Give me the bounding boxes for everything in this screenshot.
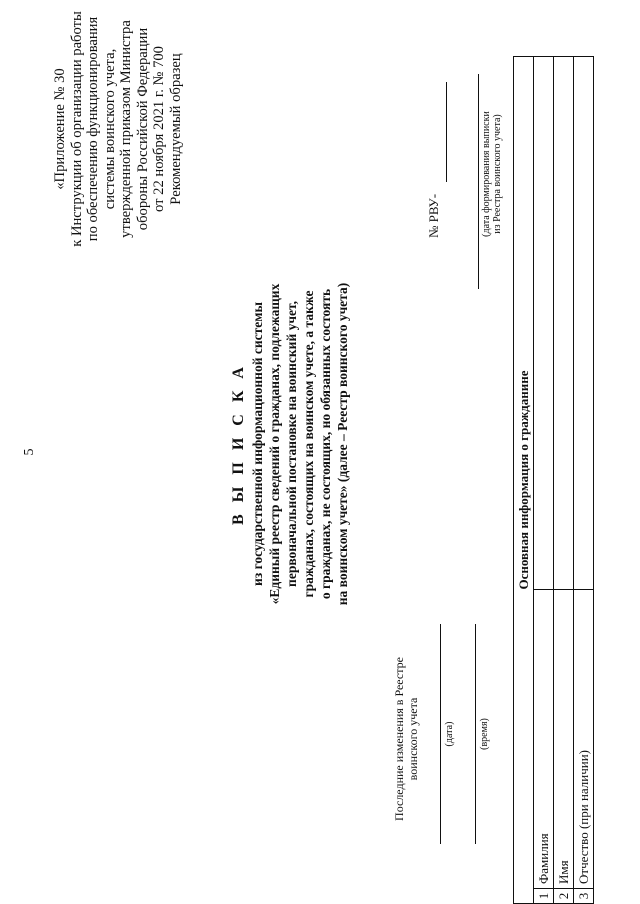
- row-value: [534, 57, 554, 590]
- date-caption: (дата): [444, 721, 455, 747]
- appendix-line: Рекомендуемый образец: [167, 53, 184, 205]
- appendix-block: [52, 4, 184, 254]
- page-number: 5: [22, 448, 37, 456]
- appendix-line: от 22 ноября 2021 г. № 700: [151, 46, 167, 212]
- table-row: [534, 57, 554, 904]
- row-label: Фамилия: [534, 590, 554, 889]
- row-label: Имя: [554, 590, 574, 889]
- subtitle-line: о гражданах, не состоящих, но обязанных состоять: [318, 288, 333, 600]
- document-title-block: [230, 214, 351, 674]
- formation-caption-line: (дата формирования выписки: [481, 111, 492, 237]
- rvu-label: № РВУ-: [426, 193, 441, 238]
- subtitle-line: «Единый реестр сведений о гражданах, подлежащих: [267, 283, 282, 605]
- table-row: [554, 57, 574, 904]
- appendix-line: по обеспечению функционирования: [85, 16, 101, 242]
- row-number: 1: [534, 889, 554, 904]
- row-label: Отчество (при наличии): [574, 590, 594, 889]
- document-title: В Ы П И С К А: [230, 363, 247, 525]
- subtitle-line: гражданах, состоящих на воинском учете, а также: [301, 290, 316, 598]
- table-header: Основная информация о гражданине: [514, 57, 534, 904]
- row-value: [574, 57, 594, 590]
- formation-caption: [481, 74, 503, 274]
- appendix-line: «Приложение № 30: [52, 68, 68, 190]
- formation-date-line: [478, 74, 479, 289]
- rvu-line: [446, 82, 447, 182]
- formation-caption-line: из Реестра воинского учета): [492, 114, 503, 234]
- appendix-line: системы воинского учета,: [101, 48, 118, 210]
- time-line: [475, 624, 476, 844]
- date-line: [440, 624, 441, 844]
- appendix-line: к Инструкции об организации работы: [68, 11, 85, 247]
- row-number: 3: [574, 889, 594, 904]
- appendix-line: утвержденной приказом Министра: [118, 20, 134, 238]
- table-header-row: [514, 57, 534, 904]
- row-number: 2: [554, 889, 574, 904]
- citizen-info-table: [513, 56, 594, 904]
- row-value: [554, 57, 574, 590]
- last-change-label: Последние изменения в Реестре воинского учета: [392, 657, 420, 821]
- appendix-line: обороны Российской Федерации: [134, 27, 151, 231]
- table-row: [574, 57, 594, 904]
- subtitle-line: первоначальной постановке на воинский учет,: [284, 301, 299, 587]
- subtitle-line: на воинском учете» (далее – Реестр воинского учета): [335, 282, 350, 606]
- subtitle-line: из государственной информационной системы: [250, 302, 265, 586]
- time-caption: (время): [479, 718, 490, 750]
